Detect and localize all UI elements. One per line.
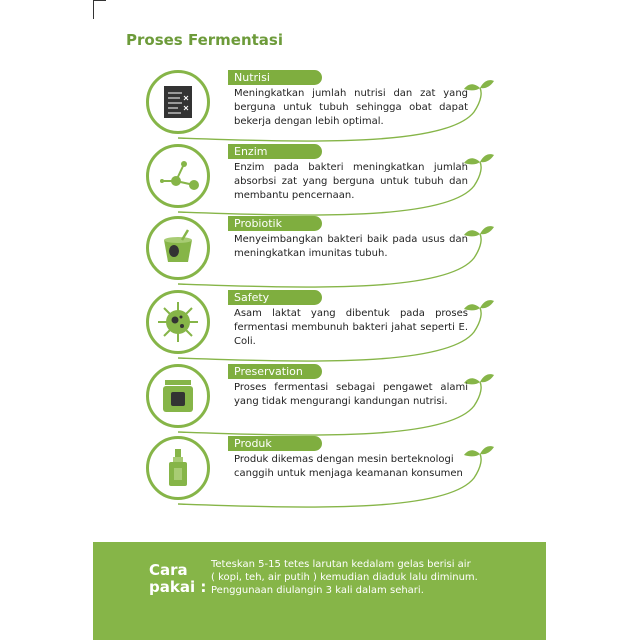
- process-description: Produk dikemas dengan mesin berteknologi canggih untuk menjaga keamanan konsumen: [234, 454, 463, 479]
- process-description: Meningkatkan jumlah nutrisi dan zat yang berguna untuk tubuh sehingga obat dapat bekerja dengan lebih optimal.: [234, 88, 468, 127]
- process-label: Enzim: [228, 144, 322, 159]
- usage-text: [211, 558, 541, 597]
- process-label: Probiotik: [228, 216, 322, 231]
- molecule-icon: [146, 144, 210, 208]
- process-item-nutrisi: [146, 70, 496, 146]
- process-item-safety: [146, 290, 496, 366]
- process-description: Proses fermentasi sebagai pengawet alami yang tidak mengurangi kandungan nutrisi.: [234, 382, 468, 407]
- process-item-preservation: [146, 364, 496, 440]
- process-item-enzim: [146, 144, 496, 220]
- process-description: Enzim pada bakteri meningkatkan jumlah absorbsi zat yang berguna untuk tubuh dan membantu pencernaan.: [234, 162, 468, 201]
- process-label: Preservation: [228, 364, 322, 379]
- process-item-produk: [146, 436, 496, 512]
- crop-mark: [93, 0, 106, 19]
- usage-line: Teteskan 5-15 tetes larutan kedalam gelas berisi air: [211, 559, 471, 570]
- process-item-probiotik: [146, 216, 496, 292]
- process-description: Menyeimbangkan bakteri baik pada usus dan meningkatkan imunitas tubuh.: [234, 234, 468, 259]
- page-title: Proses Fermentasi: [126, 31, 284, 49]
- usage-label-line1: Cara: [149, 561, 188, 579]
- dropper-bottle-icon: [146, 436, 210, 500]
- usage-instructions-panel: [93, 542, 546, 640]
- usage-label-line2: pakai :: [149, 578, 207, 596]
- process-label: Nutrisi: [228, 70, 322, 85]
- bacteria-icon: [146, 290, 210, 354]
- yogurt-cup-icon: [146, 216, 210, 280]
- nutrition-board-icon: [146, 70, 210, 134]
- usage-line: ( kopi, teh, air putih ) kemudian diaduk lalu diminum.: [211, 572, 478, 583]
- jar-icon: [146, 364, 210, 428]
- usage-line: Penggunaan diulangin 3 kali dalam sehari.: [211, 585, 424, 596]
- process-label: Safety: [228, 290, 322, 305]
- usage-label: [149, 562, 206, 596]
- process-label: Produk: [228, 436, 322, 451]
- process-description: Asam laktat yang dibentuk pada proses fermentasi membunuh bakteri jahat seperti E. Coli.: [234, 308, 468, 347]
